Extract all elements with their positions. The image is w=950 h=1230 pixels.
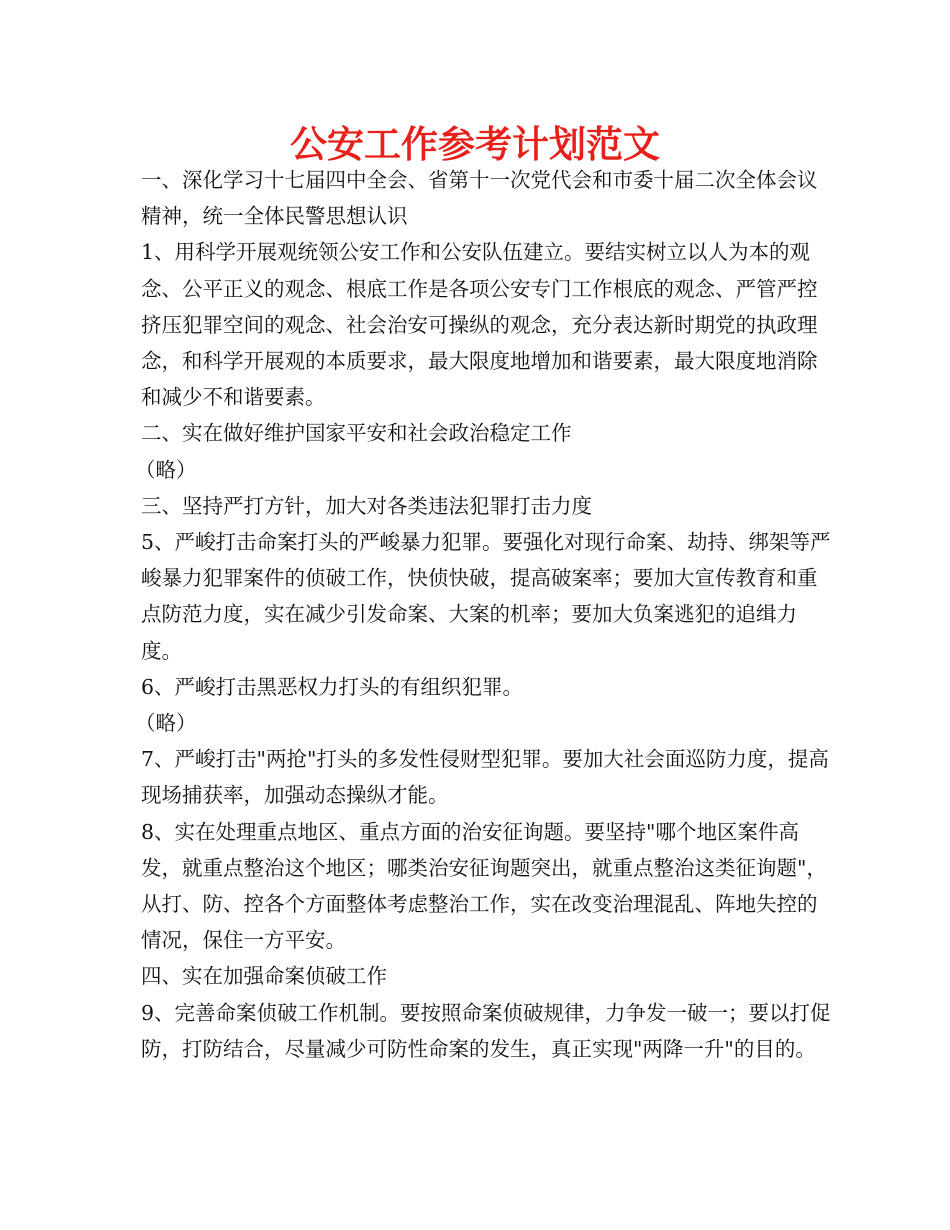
- paragraph-7: 7、严峻打击"两抢"打头的多发性侵财型犯罪。要加大社会面巡防力度，提高现场捕获率，加强动态操纵才能。: [141, 747, 829, 808]
- section-heading-2: 二、实在做好维护国家平安和社会政治稳定工作: [141, 421, 572, 446]
- section-heading-1: 一、深化学习十七届四中全会、省第十一次党代会和市委十届二次全体会议精神，统一全体民警思想认识: [141, 168, 818, 229]
- omitted-note: （略）: [135, 711, 197, 736]
- document-title: 公安工作参考计划范文: [290, 123, 660, 166]
- paragraph-1: 1、用科学开展观统领公安工作和公安队伍建立。要结实树立以人为本的观念、公平正义的观念、根底工作是各项公安专门工作根底的观念、严管严控挤压犯罪空间的观念、社会治安可操纵的观念，充分表达新时期党的执政理念，和科学开展观的本质要求，最大限度地增加和谐要素，最大限度地消除和减少不和谐要素。: [141, 240, 818, 410]
- section-heading-4: 四、实在加强命案侦破工作: [141, 964, 387, 989]
- omitted-note: （略）: [135, 457, 197, 482]
- paragraph-9: 9、完善命案侦破工作机制。要按照命案侦破规律，力争发一破一；要以打促防，打防结合，尽量减少可防性命案的发生，真正实现"两降一升"的目的。: [141, 1000, 831, 1061]
- paragraph-5: 5、严峻打击命案打头的严峻暴力犯罪。要强化对现行命案、劫持、绑架等严峻暴力犯罪案件的侦破工作，快侦快破，提高破案率；要加大宣传教育和重点防范力度，实在减少引发命案、大案的机率；要加大负案逃犯的追缉力度。: [141, 530, 831, 663]
- paragraph-8: 8、实在处理重点地区、重点方面的治安征询题。要坚持"哪个地区案件高发，就重点整治这个地区；哪类治安征询题突出，就重点整治这类征询题"，从打、防、控各个方面整体考虑整治工作，实在改变治理混乱、阵地失控的情况，保住一方平安。: [141, 819, 827, 953]
- section-heading-3: 三、坚持严打方针，加大对各类违法犯罪打击力度: [141, 493, 592, 518]
- document-body: [135, 162, 831, 1067]
- paragraph-6: 6、严峻打击黑恶权力打头的有组织犯罪。: [141, 674, 524, 699]
